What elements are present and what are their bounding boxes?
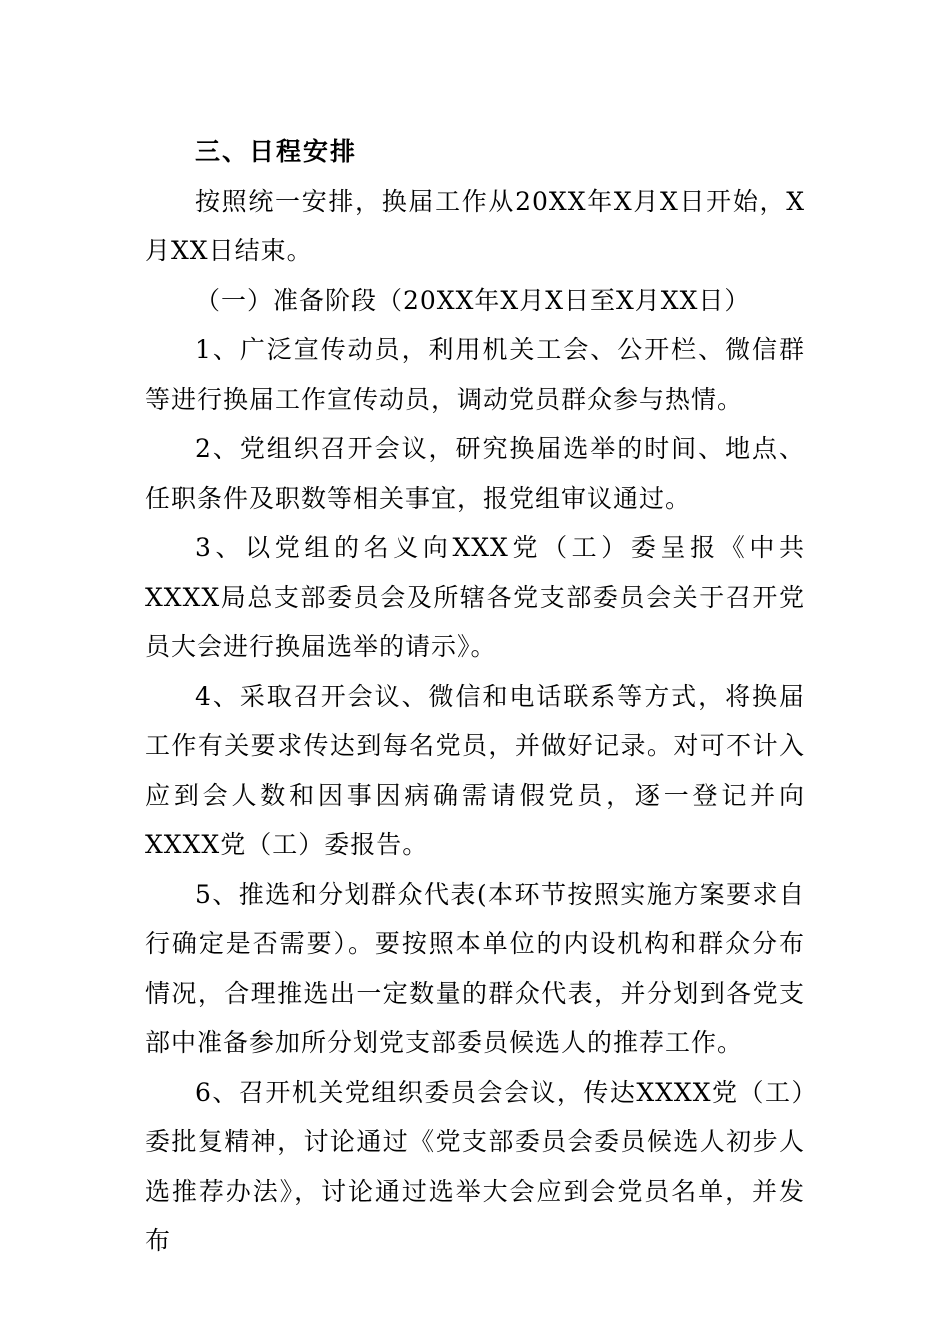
list-item: 5、推选和分划群众代表(本环节按照实施方案要求自行确定是否需要）。要按照本单位的内设机构和群众分布情况，合理推选出一定数量的群众代表，并分划到各党支部中准备参加所分划党支部委员候选人的推荐工作。 — [145, 879, 805, 1057]
list-item: 2、党组织召开会议，研究换届选举的时间、地点、任职条件及职数等相关事宜，报党组审议通过。 — [145, 434, 805, 513]
section-heading: 三、日程安排 — [195, 137, 358, 166]
list-item: 6、召开机关党组织委员会会议，传达XXXX党（工）委批复精神，讨论通过《党支部委员会委员候选人初步人选推荐办法》，讨论通过选举大会应到会党员名单，并发布 — [145, 1077, 805, 1255]
list-item: 3、以党组的名义向XXX党（工）委呈报《中共XXXX局总支部委员会及所辖各党支部委员会关于召开党员大会进行换届选举的请示》。 — [145, 533, 805, 661]
list-item: 4、采取召开会议、微信和电话联系等方式，将换届工作有关要求传达到每名党员，并做好记录。对可不计入应到会人数和因事因病确需请假党员，逐一登记并向XXXX党（工）委报告。 — [145, 681, 805, 859]
stage-title: （一）准备阶段（20XX年X月X日至X月XX日） — [195, 285, 751, 315]
list-item: 1、广泛宣传动员，利用机关工会、公开栏、微信群等进行换届工作宣传动员，调动党员群众参与热情。 — [145, 335, 805, 414]
intro-paragraph: 按照统一安排，换届工作从20XX年X月X日开始，X月XX日结束。 — [145, 186, 805, 265]
document-body — [145, 127, 805, 1266]
